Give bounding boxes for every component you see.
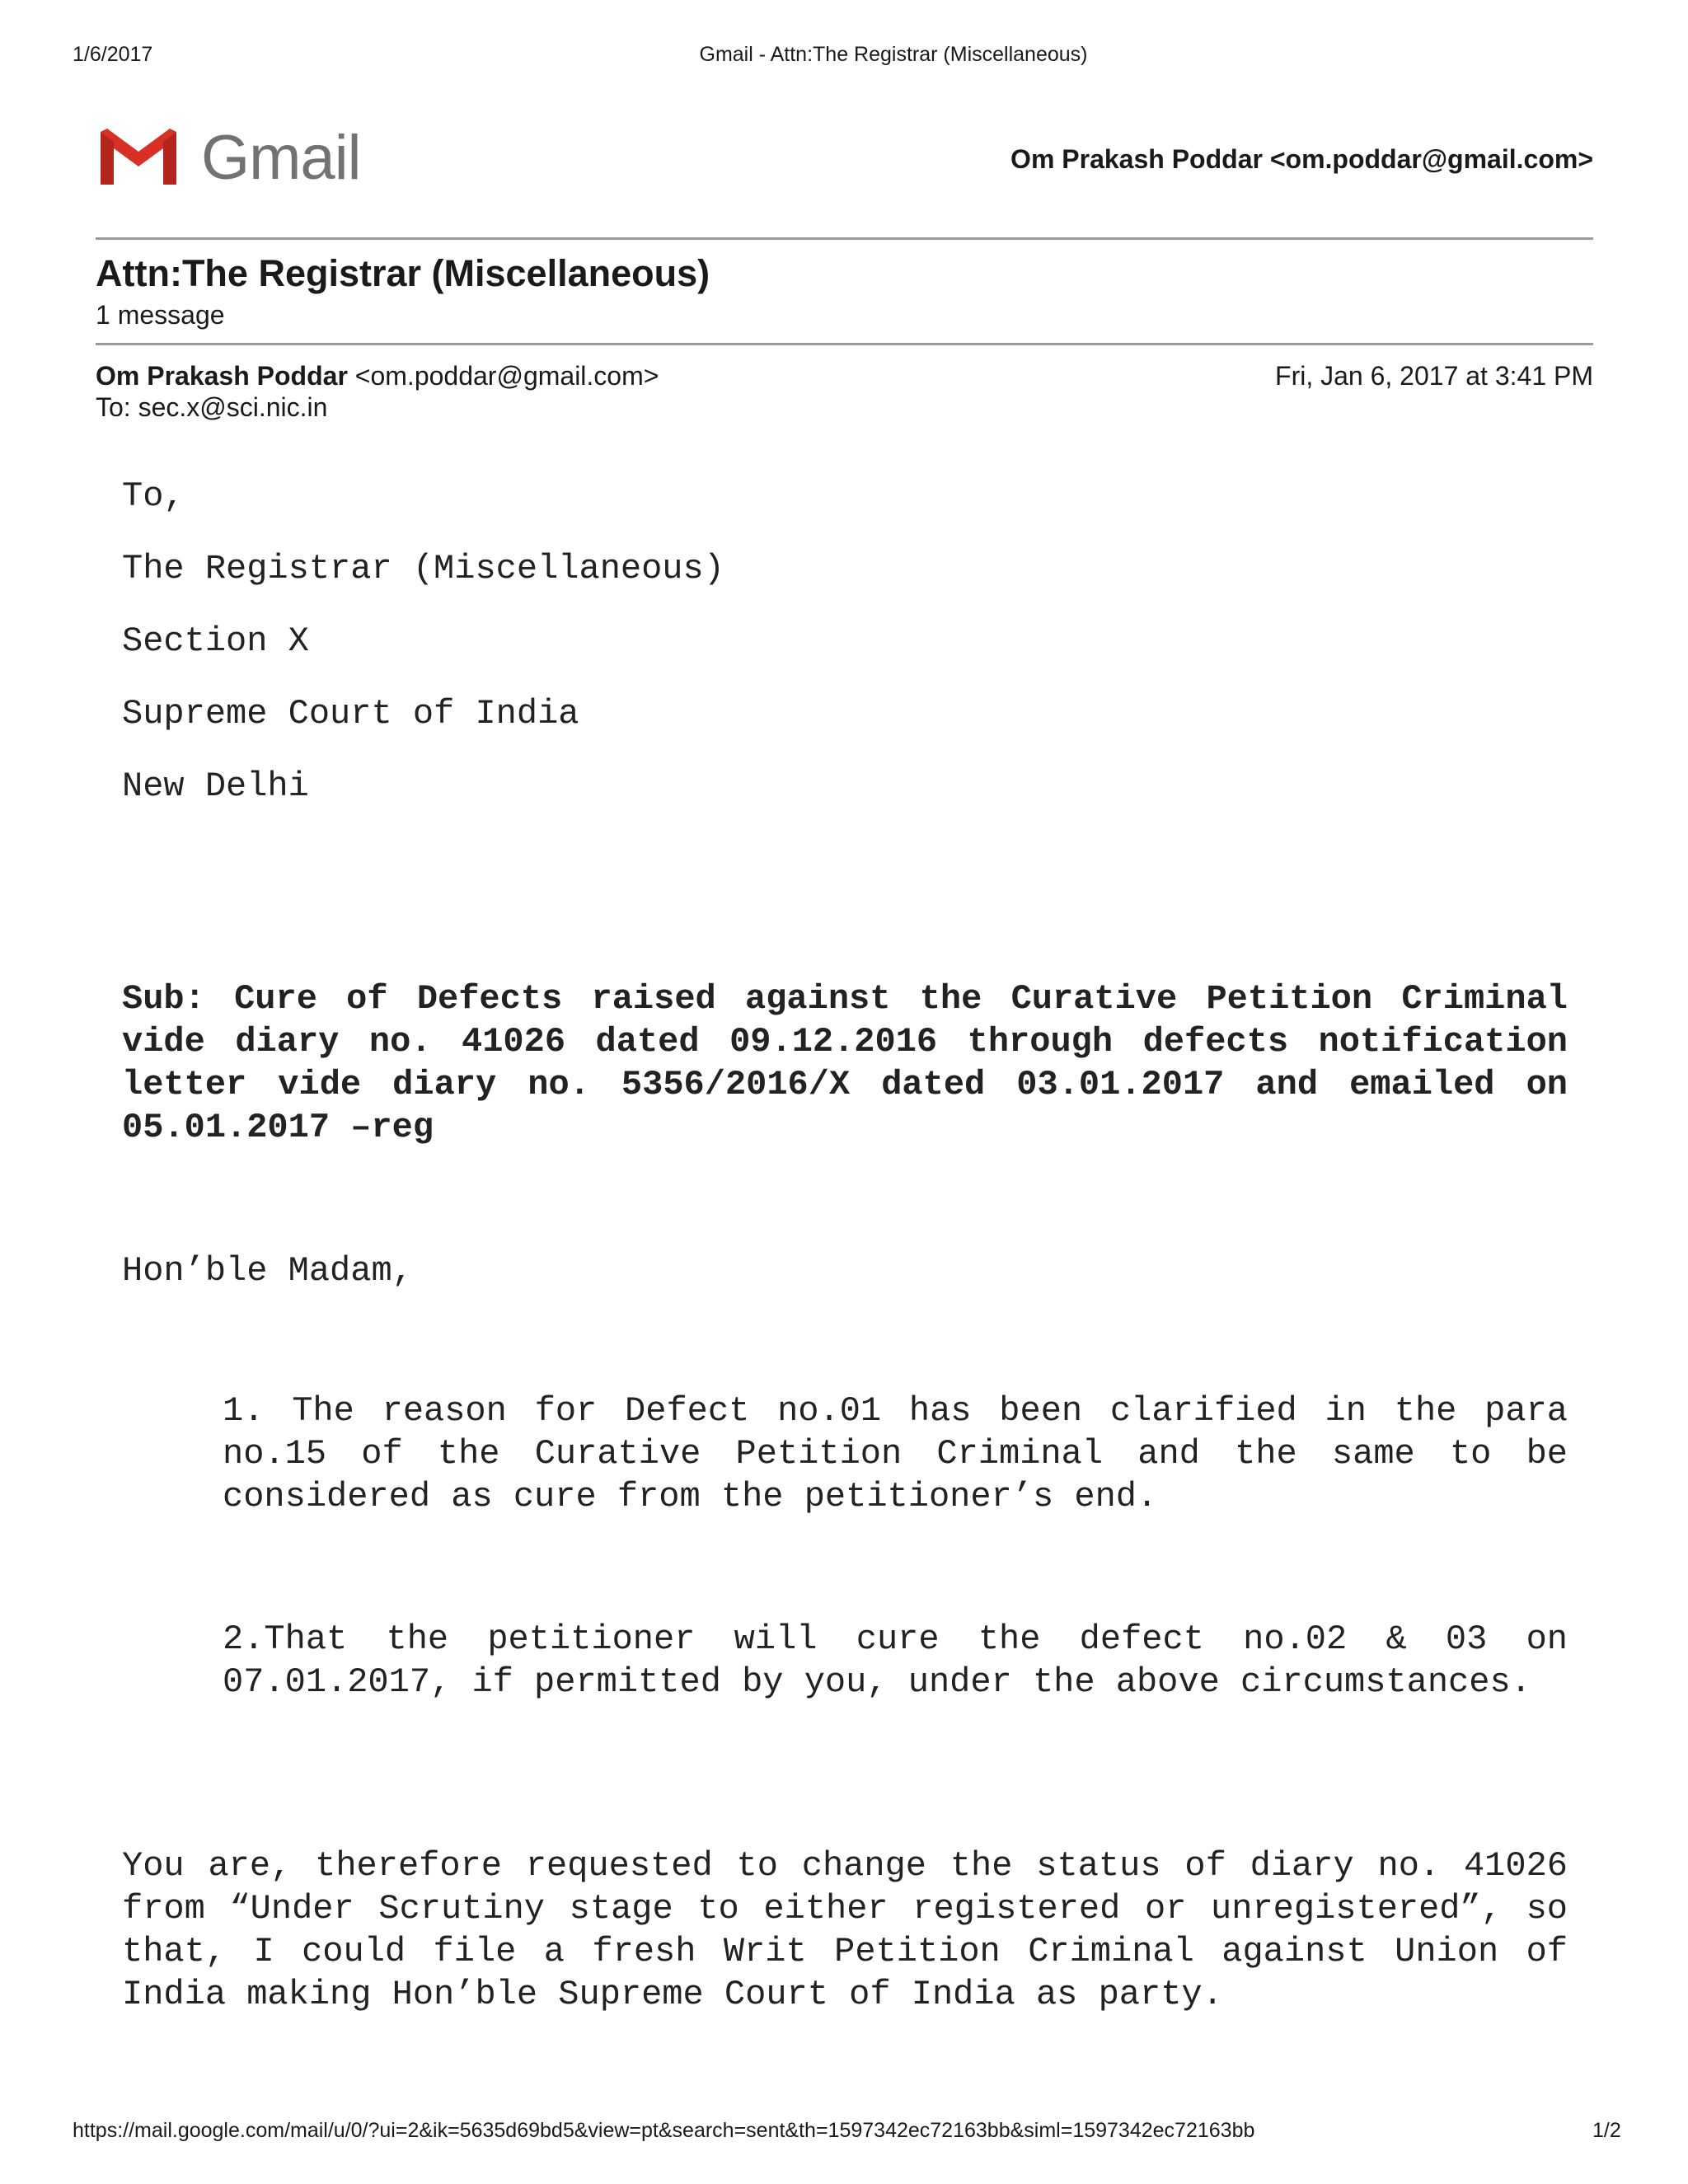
address-line: Section X xyxy=(122,621,309,661)
paragraph-1: 1. The reason for Defect no.01 has been clarified in the para no.15 of the Curative Petition Criminal and the same to be considered as cure from the petitioner’s end. xyxy=(223,1391,1568,1516)
print-url: https://mail.google.com/mail/u/0/?ui=2&ik=5635d69bd5&view=pt&search=sent&th=1597342ec72163bb&siml=1597342ec72163bb xyxy=(73,2119,1255,2142)
gmail-m-icon xyxy=(96,125,181,188)
header-divider xyxy=(96,237,1593,240)
paragraph-2: 2.That the petitioner will cure the defect no.02 & 03 on 07.01.2017, if permitted by you, under the above circumstances. xyxy=(223,1619,1568,1702)
thread-subject: Attn:The Registrar (Miscellaneous) xyxy=(96,252,710,294)
account-identity: Om Prakash Poddar <om.poddar@gmail.com> xyxy=(1010,144,1593,174)
paragraph-3: You are, therefore requested to change the status of diary no. 41026 from “Under Scrutiny stage to either registered or unregistered”, so that, I could file a fresh Writ Petition Criminal against Union of India making Hon’ble Supreme Court of India as party. xyxy=(122,1846,1568,2014)
address-line: Supreme Court of India xyxy=(122,694,579,733)
sender-name: Om Prakash Poddar xyxy=(96,361,348,391)
letter-subject: Sub: Cure of Defects raised against the Curative Petition Criminal vide diary no. 41026 dated 09.12.2016 through defects notification letter vide diary no. 5356/2016/X dated 03.01.2017 and emailed on 05.01.2017 –reg xyxy=(122,979,1568,1147)
address-line: New Delhi xyxy=(122,766,309,806)
address-line: The Registrar (Miscellaneous) xyxy=(122,549,724,588)
gmail-wordmark: Gmail xyxy=(201,123,361,193)
print-title: Gmail - Attn:The Registrar (Miscellaneous) xyxy=(699,43,1088,66)
sender-email: <om.poddar@gmail.com> xyxy=(354,361,659,391)
print-date: 1/6/2017 xyxy=(73,43,153,66)
message-date: Fri, Jan 6, 2017 at 3:41 PM xyxy=(1275,361,1593,391)
salutation: Hon’ble Madam, xyxy=(122,1251,413,1291)
gmail-logo[interactable] xyxy=(96,123,368,193)
recipient: To: sec.x@sci.nic.in xyxy=(96,392,328,422)
thread-divider xyxy=(96,343,1593,345)
address-line: To, xyxy=(122,476,185,516)
sender xyxy=(96,361,659,391)
page-number: 1/2 xyxy=(1592,2119,1621,2142)
message-count: 1 message xyxy=(96,300,225,330)
